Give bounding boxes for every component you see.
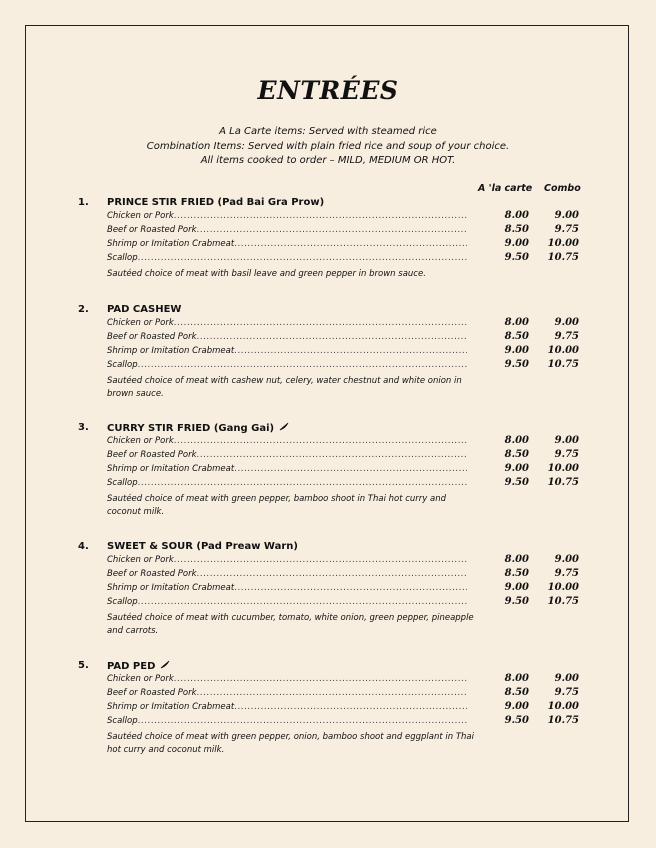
price-combo: 10.00	[547, 701, 579, 712]
section-title	[107, 541, 298, 552]
menu-item-name: Chicken or Pork .....	[107, 318, 467, 328]
menu-item-row	[107, 583, 587, 597]
section-title-text: PAD PED	[107, 660, 156, 672]
section-description: Sautéed choice of meat with cashew nut, celery, water chestnut and white onion in brown sauce.	[107, 376, 462, 399]
menu-item-row	[107, 450, 587, 464]
price-combo: 9.75	[554, 568, 579, 579]
price-combo: 10.75	[547, 252, 579, 263]
section-description: Sautéed choice of meat with green pepper, bamboo shoot in Thai hot curry and coconut milk.	[107, 494, 447, 517]
price-alacarte: 9.00	[504, 582, 529, 593]
price-alacarte: 9.50	[504, 477, 529, 488]
menu-item-row	[107, 716, 587, 730]
note-line: Combination Items: Served with plain fried rice and soup of your choice.	[146, 140, 510, 152]
menu-item-row	[107, 436, 587, 450]
menu-item-name: Beef or Roasted Pork .....	[107, 225, 467, 235]
menu-item-name: Shrimp or Imitation Crabmeat .....	[107, 583, 467, 593]
price-alacarte: 8.50	[504, 331, 529, 342]
price-combo: 10.00	[547, 238, 579, 249]
menu-item-name: Chicken or Pork .....	[107, 674, 467, 684]
page-title: ENTRÉES	[257, 76, 399, 105]
menu-item-name: Beef or Roasted Pork .....	[107, 569, 467, 579]
price-alacarte: 8.00	[504, 210, 529, 221]
section-description: Sautéed choice of meat with cucumber, tomato, white onion, green pepper, pineapple and carrots.	[107, 613, 474, 636]
price-combo: 10.75	[547, 477, 579, 488]
menu-item-row	[107, 239, 587, 253]
menu-item-name: Shrimp or Imitation Crabmeat .....	[107, 464, 467, 474]
menu-item-name: Shrimp or Imitation Crabmeat .....	[107, 346, 467, 356]
menu-notes	[0, 125, 656, 169]
menu-item-name: Shrimp or Imitation Crabmeat .....	[107, 702, 467, 712]
menu-item-row	[107, 332, 587, 346]
section-title	[107, 422, 289, 434]
menu-item-row	[107, 674, 587, 688]
note-line: A La Carte items: Served with steamed rice	[219, 126, 437, 137]
price-combo: 9.00	[554, 554, 579, 565]
section-number: 2.	[78, 304, 89, 315]
price-alacarte: 9.00	[504, 345, 529, 356]
price-combo: 9.00	[554, 435, 579, 446]
section-number: 1.	[78, 197, 89, 208]
menu-item-row	[107, 360, 587, 374]
section-title-text: SWEET & SOUR (Pad Preaw Warn)	[107, 541, 298, 552]
section-description: Sautéed choice of meat with green pepper, onion, bamboo shoot and eggplant in Thai hot curry and coconut milk.	[107, 732, 474, 755]
menu-item-name: Scallop .....	[107, 716, 467, 726]
column-header-combo: Combo	[544, 183, 581, 194]
menu-item-row	[107, 597, 587, 611]
price-alacarte: 8.50	[504, 224, 529, 235]
menu-item-name: Shrimp or Imitation Crabmeat .....	[107, 239, 467, 249]
price-alacarte: 9.50	[504, 359, 529, 370]
menu-item-row	[107, 211, 587, 225]
column-header-alacarte: A 'la carte	[478, 183, 533, 194]
section-title-text: PRINCE STIR FRIED (Pad Bai Gra Prow)	[107, 197, 325, 208]
menu-item-name: Beef or Roasted Pork .....	[107, 688, 467, 698]
menu-item-row	[107, 478, 587, 492]
menu-item-name: Beef or Roasted Pork .....	[107, 450, 467, 460]
price-combo: 10.75	[547, 715, 579, 726]
chili-pepper-icon	[160, 660, 170, 672]
price-alacarte: 8.00	[504, 435, 529, 446]
section-title	[107, 660, 170, 672]
menu-item-name: Chicken or Pork .....	[107, 211, 467, 221]
menu-item-row	[107, 464, 587, 478]
price-alacarte: 8.50	[504, 568, 529, 579]
section-title	[107, 197, 324, 208]
price-alacarte: 9.00	[504, 238, 529, 249]
menu-item-row	[107, 225, 587, 239]
price-alacarte: 8.50	[504, 449, 529, 460]
price-alacarte: 8.00	[504, 554, 529, 565]
menu-item-row	[107, 555, 587, 569]
menu-item-row	[107, 688, 587, 702]
section-description: Sautéed choice of meat with basil leave and green pepper in brown sauce.	[107, 269, 426, 279]
price-combo: 9.75	[554, 687, 579, 698]
menu-item-name: Scallop .....	[107, 597, 467, 607]
menu-item-row	[107, 346, 587, 360]
price-combo: 9.75	[554, 331, 579, 342]
price-combo: 10.75	[547, 359, 579, 370]
menu-item-row	[107, 569, 587, 583]
note-line: All items cooked to order – MILD, MEDIUM OR HOT.	[200, 155, 456, 166]
price-alacarte: 8.50	[504, 687, 529, 698]
section-number: 5.	[78, 660, 89, 671]
section-number: 4.	[78, 541, 89, 552]
menu-item-row	[107, 253, 587, 267]
price-combo: 10.75	[547, 596, 579, 607]
menu-item-row	[107, 702, 587, 716]
price-combo: 9.75	[554, 449, 579, 460]
section-title-text: CURRY STIR FRIED (Gang Gai)	[107, 422, 275, 434]
section-title	[107, 304, 181, 315]
price-combo: 9.00	[554, 673, 579, 684]
section-number: 3.	[78, 422, 89, 433]
section-title-text: PAD CASHEW	[107, 304, 182, 315]
price-combo: 10.00	[547, 582, 579, 593]
menu-item-name: Chicken or Pork .....	[107, 555, 467, 565]
price-combo: 10.00	[547, 345, 579, 356]
price-alacarte: 9.50	[504, 252, 529, 263]
price-alacarte: 8.00	[504, 673, 529, 684]
price-combo: 9.75	[554, 224, 579, 235]
menu-item-name: Beef or Roasted Pork .....	[107, 332, 467, 342]
menu-item-row	[107, 318, 587, 332]
price-alacarte: 9.50	[504, 596, 529, 607]
menu-item-name: Scallop .....	[107, 478, 467, 488]
price-alacarte: 8.00	[504, 317, 529, 328]
menu-item-name: Chicken or Pork .....	[107, 436, 467, 446]
chili-pepper-icon	[279, 422, 289, 434]
price-alacarte: 9.00	[504, 463, 529, 474]
price-alacarte: 9.00	[504, 701, 529, 712]
menu-item-name: Scallop .....	[107, 360, 467, 370]
price-combo: 9.00	[554, 210, 579, 221]
price-alacarte: 9.50	[504, 715, 529, 726]
price-combo: 9.00	[554, 317, 579, 328]
price-combo: 10.00	[547, 463, 579, 474]
menu-item-name: Scallop .....	[107, 253, 467, 263]
